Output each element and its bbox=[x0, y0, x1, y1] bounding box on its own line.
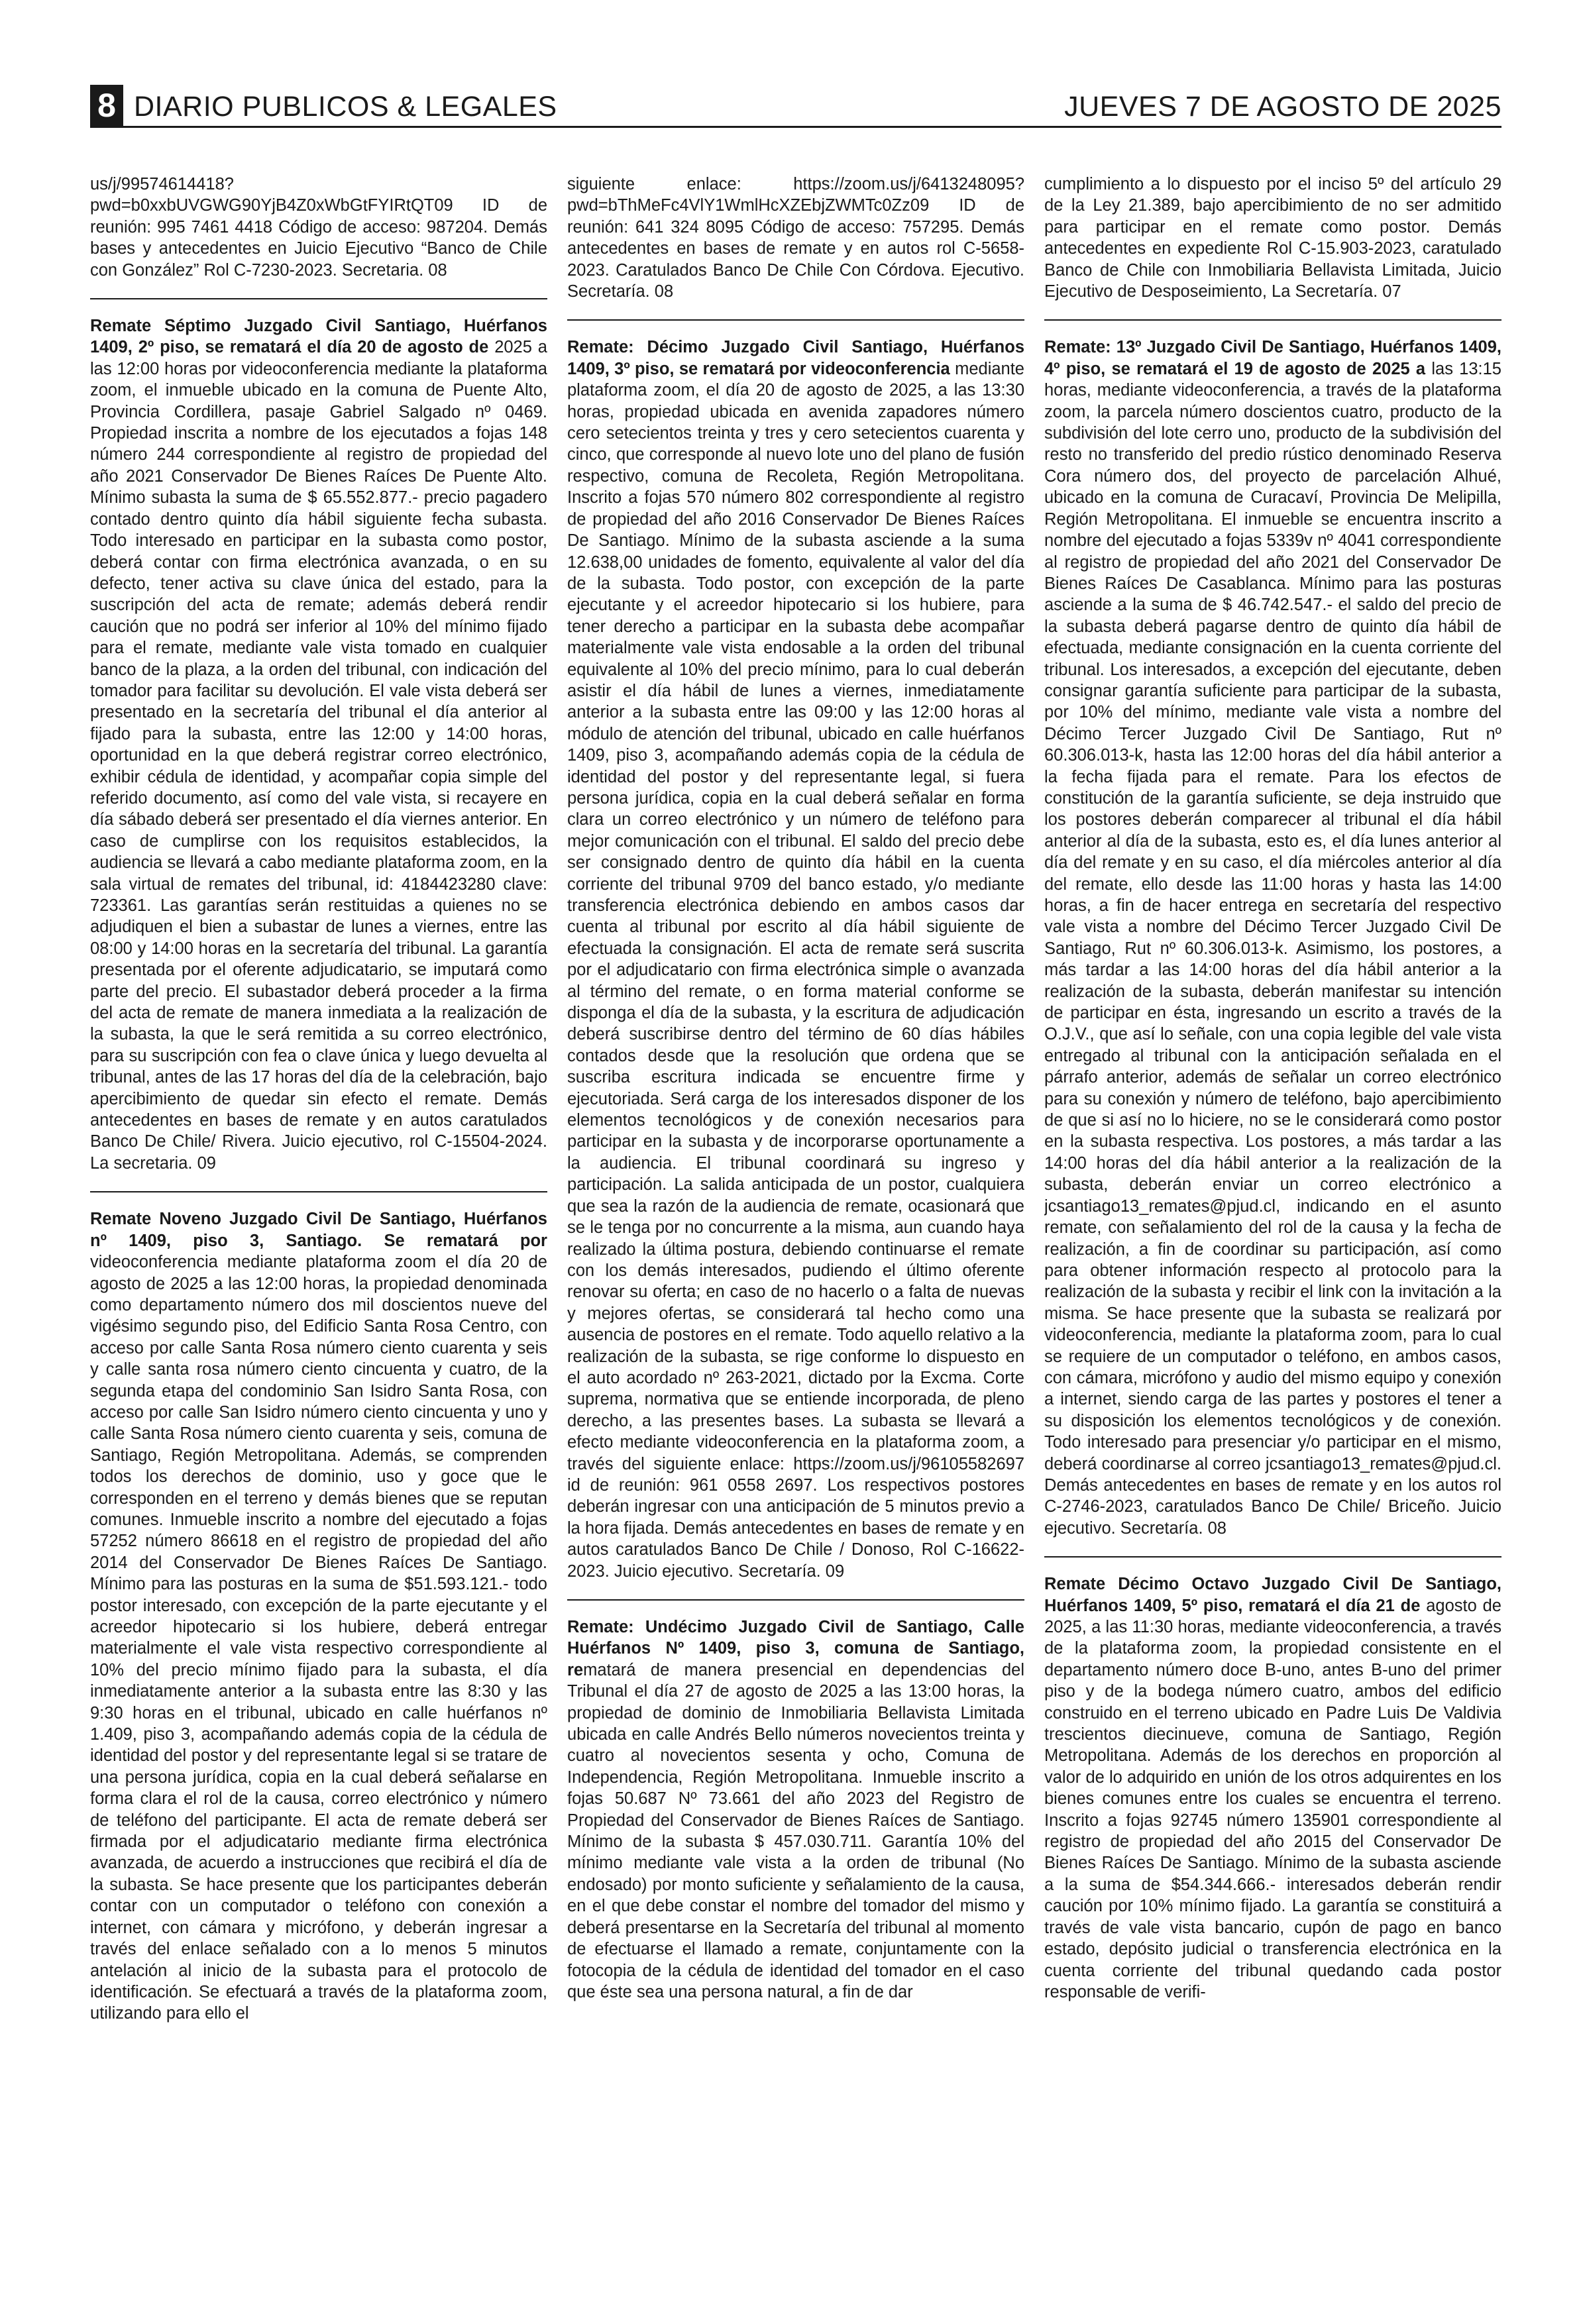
notice-text bbox=[1044, 337, 1501, 1539]
notice-decimo-octavo-juzgado bbox=[1044, 1573, 1501, 2003]
publication-date: JUEVES 7 DE AGOSTO DE 2025 bbox=[1064, 91, 1501, 123]
notice-text bbox=[567, 174, 1024, 302]
notice-text bbox=[1044, 174, 1501, 302]
notice-body: mediante plataforma zoom, el día 20 de agosto de 2025, a las 13:30 horas, propiedad ubicada en avenida zapadores número cero setecientos treinta y tres y cero setecientos cuarenta y cinco, que corresponde al nuevo lote uno del plano de fusión respectivo, comuna de Recoleta, Región Metropolitana. Inscrito a fojas 570 número 802 correspondiente al registro de propiedad del año 2016 Conservador De Bienes Raíces De Santiago. Mínimo de la subasta asciende a la suma 12.638,00 unidades de fomento, equivalente al valor del día de la subasta. Todo postor, con excepción de la parte ejecutante y el acreedor hipotecario si los hubiere, para tener derecho a participar en la subasta debe acompañar materialmente vale vista endosable a la orden del tribunal equivalente al 10% del precio mínimo, para lo cual deberán asistir el día hábil de lunes a viernes, inmediatamente anterior a la subasta entre las 09:00 y las 12:00 horas al módulo de atención del tribunal, ubicado en calle huérfanos 1409, piso 3, acompañando además copia de la cédula de identidad del postor y del representante legal, si fuera persona jurídica, copia en la cual deberá señalar en forma clara un correo electrónico y un número de teléfono para mejor comunicación con el tribunal. El saldo del precio debe ser consignado dentro de quinto día hábil en la cuenta corriente del tribunal 9709 del banco estado, y/o mediante transferencia electrónica debiendo en ambos casos dar cuenta al tribunal por escrito al día hábil siguiente de efectuada la consignación. El acta de remate será suscrita por el adjudicatario con firma electrónica simple o avanzada al término del remate, o en forma material conforme se disponga el día de la subasta, y la escritura de adjudicación deberá suscribirse dentro del término de 60 días hábiles contados desde que la resolución que ordena que se suscriba escritura indicada se encuentre firme y ejecutoriada. Será carga de los interesados disponer de los elementos tecnológicos y de conexión necesarios para participar en la subasta y de incorporarse oportunamente a la audiencia. El tribunal coordinará su ingreso y participación. La salida anticipada de un postor, cualquiera que sea la razón de la audiencia de remate, ocasionará que se le tenga por no concurrente a la misma, aun cuando haya realizado la última postura, debiendo continuarse el remate con los demás interesados, pudiendo el último oferente renovar su oferta; en caso de no hacerlo o a falta de nuevas y mejores ofertas, se considerará tal hecho como una ausencia de postores en el remate. Todo aquello relativo a la realización de la subasta, se rige conforme lo dispuesto en el auto acordado nº 263-2021, dictado por la Excma. Corte suprema, normativa que se entiende incorporada, de pleno derecho, a las presentes bases. La subasta se llevará a efecto mediante videoconferencia en la plataforma zoom, a través del siguiente enlace: https://zoom.us/j/96105582697 id de reunión: 961 0558 2697. Los respectivos postores deberán ingresar con una anticipación de 5 minutos previo a la hora fijada. Demás antecedentes en bases de remate y en autos caratulados Banco De Chile / Donoso, Rol C-16622-2023. Juicio ejecutivo. Secretaría. 09 bbox=[567, 359, 1024, 1581]
notice-decimo-juzgado bbox=[567, 337, 1024, 1582]
notice-text bbox=[90, 315, 547, 1174]
columns bbox=[90, 174, 1501, 2294]
notice-13-juzgado bbox=[1044, 337, 1501, 1539]
notice-text bbox=[90, 174, 547, 281]
notice-body: matará de manera presencial en dependencias del Tribunal el día 27 de agosto de 2025 a las 13:00 horas, la propiedad de dominio de Inmobiliaria Bellavista Limitada ubicada en calle Andrés Bello números novecientos treinta y cuatro al novecientos sesenta y ocho, Comuna de Independencia, Región Metropolitana. Inmueble inscrito a fojas 50.687 Nº 73.661 del año 2023 del Registro de Propiedad del Conservador de Bienes Raíces de Santiago. Mínimo de la subasta $ 457.030.711. Garantía 10% del mínimo mediante vale vista a la orden de tribunal (No endosado) por monto suficiente y señalamiento de la causa, en el que debe constar el nombre del tomador del mismo y deberá presentarse en la Secretaría del tribunal al momento de efectuarse el llamado a remate, conjuntamente con la fotocopia de la cédula de identidad del tomador en el caso que éste sea una persona natural, a fin de dar bbox=[567, 1660, 1024, 2001]
notice-body: 2025 a las 12:00 horas por videoconferencia mediante la plataforma zoom, el inmueble ubicado en la comuna de Puente Alto, Provincia Cordillera, pasaje Gabriel Salgado nº 0469. Propiedad inscrita a nombre de los ejecutados a fojas 148 número 244 correspondiente al registro de propiedad del año 2021 Conservador De Bienes Raíces De Puente Alto. Mínimo subasta la suma de $ 65.552.877.- precio pagadero contado dentro quinto día hábil siguiente fecha subasta. Todo interesado en participar en la subasta como postor, deberá contar con firma electrónica avanzada, o en su defecto, tener activa su clave única del estado, para la suscripción del acta de remate; además deberá rendir caución que no podrá ser inferior al 10% del mínimo fijado para el remate, mediante vale vista tomado en cualquier banco de la plaza, a la orden del tribunal, con indicación del tomador para facilitar su devolución. El vale vista deberá ser presentado en la secretaría del tribunal el día anterior al fijado para la subasta, entre las 12:00 y 14:00 horas, oportunidad en la que deberá registrar correo electrónico, exhibir cédula de identidad, y acompañar copia simple del referido documento, así como del vale vista, si recayere en día sábado deberá ser presentado el día viernes anterior. En caso de cumplirse con los requisitos establecidos, la audiencia se llevará a cabo mediante plataforma zoom, en la sala virtual de remates del tribunal, id: 4184423280 clave: 723361. Las garantías serán restituidas a quienes no se adjudiquen el bien a subastar de lunes a viernes, entre las 08:00 y 14:00 horas en la secretaría del tribunal. La garantía presentada por el oferente adjudicatario, se imputará como parte del precio. El subastador deberá proceder a la firma del acta de remate de manera inmediata a la realización de la subasta, la que le será remitida a su correo electrónico, para su suscripción con fea o clave única y luego devuelta al tribunal, antes de las 17 horas del día de la celebración, bajo apercibimiento de quedar sin efecto el remate. Demás antecedentes en bases de remate y en autos caratulados Banco De Chile/ Rivera. Juicio ejecutivo, rol C-15504-2024. La secretaria. 09 bbox=[90, 338, 547, 1173]
notice-divider bbox=[1044, 319, 1501, 321]
notice-divider bbox=[90, 1191, 547, 1192]
notice-divider bbox=[567, 1599, 1024, 1601]
notice-lead: Remate: Undécimo Juzgado Civil de Santiago, Calle Huérfanos Nº 1409, piso 3, comuna de Santiago, re bbox=[567, 1618, 1024, 1679]
notice-undecimo-juzgado bbox=[567, 1616, 1024, 2003]
page-number: 8 bbox=[90, 85, 123, 126]
notice-lead: Remate Décimo Octavo Juzgado Civil De Santiago, Huérfanos 1409, 5º piso, rematará el día 21 de bbox=[1044, 1575, 1501, 1615]
notice-text bbox=[567, 1616, 1024, 2003]
notice-text bbox=[90, 1208, 547, 2024]
notice-lead: Remate: 13º Juzgado Civil De Santiago, Huérfanos 1409, 4º piso, se rematará el 19 de agosto de 2025 a bbox=[1044, 338, 1501, 378]
publication-name: DIARIO PUBLICOS & LEGALES bbox=[134, 91, 557, 123]
notice-body: us/j/99574614418?pwd=b0xxbUVGWG90YjB4Z0xWbGtFYIRtQT09 ID de reunión: 995 7461 4418 Código de acceso: 987204. Demás bases y antecedentes en Juicio Ejecutivo “Banco de Chile con González” Rol C-7230-2023. Secretaria. 08 bbox=[90, 175, 547, 280]
column-2 bbox=[567, 174, 1024, 2294]
notice-body: videoconferencia mediante plataforma zoom el día 20 de agosto de 2025 a las 12:00 horas, la propiedad denominada como departamento número dos mil doscientos nueve del vigésimo segundo piso, del Edificio Santa Rosa Centro, con acceso por calle Santa Rosa número ciento cuarenta y seis y calle santa rosa número ciento cincuenta y cuatro, de la segunda etapa del condominio San Isidro Santa Rosa, con acceso por calle San Isidro número ciento cincuenta y uno y calle Santa Rosa número ciento cuarenta y seis, comuna de Santiago, Región Metropolitana. Además, se comprenden todos los derechos de dominio, uso y goce que le corresponden en el terreno y demás bienes que se reputan comunes. Inmueble inscrito a nombre del ejecutado a fojas 57252 número 86618 en el registro de propiedad del año 2014 del Conservador De Bienes Raíces De Santiago. Mínimo para las posturas en la suma de $51.593.121.- todo postor interesado, con excepción de la parte ejecutante y el acreedor hipotecario si los hubiere, deberá entregar materialmente el vale vista respectivo correspondiente al 10% del precio mínimo fijado para la subasta, el día inmediatamente anterior a la subasta entre las 8:30 y las 9:30 horas en el tribunal, ubicado en calle huérfanos nº 1.409, piso 3, acompañando además copia de la cédula de identidad del postor y del representante legal si se tratare de una persona jurídica, copia en la cual deberá señalarse en forma clara el rol de la causa, correo electrónico y número de teléfono del participante. El acta de remate deberá ser firmada por el adjudicatario mediante firma electrónica avanzada, de acuerdo a instrucciones que recibirá el día de la subasta. Se hace presente que los participantes deberán contar con un computador o teléfono con conexión a internet, con cámara y micrófono, y deberán ingresar a través del enlace señalado con a lo menos 5 minutos antelación al inicio de la subasta para el protocolo de identificación. Se efectuará a través de la plataforma zoom, utilizando para ello el bbox=[90, 1253, 547, 2023]
notice-body: siguiente enlace: https://zoom.us/j/6413248095?pwd=bThMeFc4VlY1WmlHcXZEbjZWMTc0Zz09 ID de reunión: 641 324 8095 Código de acceso: 757295. Demás antecedentes en bases de remate y en autos rol C-5658-2023. Caratulados Banco De Chile Con Córdova. Ejecutivo. Secretaría. 08 bbox=[567, 175, 1024, 301]
notice-text bbox=[567, 337, 1024, 1582]
notice-divider bbox=[1044, 1556, 1501, 1558]
notice-body: cumplimiento a lo dispuesto por el inciso 5º del artículo 29 de la Ley 21.389, bajo apercibimiento de no ser admitido para participar en el remate como postor. Demás antecedentes en expediente Rol C-15.903-2023, caratulado Banco de Chile con Inmobiliaria Bellavista Limitada, Juicio Ejecutivo de Desposeimiento, La Secretaría. 07 bbox=[1044, 175, 1501, 301]
notice-lead: Remate Séptimo Juzgado Civil Santiago, Huérfanos 1409, 2º piso, se rematará el día 20 de agosto de bbox=[90, 317, 547, 357]
column-3 bbox=[1044, 174, 1501, 2294]
notice-septimo-juzgado bbox=[90, 315, 547, 1174]
notice-lead: Remate Noveno Juzgado Civil De Santiago, Huérfanos nº 1409, piso 3, Santiago. Se rematará por bbox=[90, 1210, 547, 1250]
notice-divider bbox=[567, 319, 1024, 321]
notice-lead: Remate: Décimo Juzgado Civil Santiago, Huérfanos 1409, 3º piso, se rematará por videoconferencia bbox=[567, 338, 1024, 378]
notice-noveno-juzgado bbox=[90, 1208, 547, 2024]
page-header bbox=[90, 85, 1501, 128]
notice-continuation bbox=[90, 174, 547, 281]
notice-divider bbox=[90, 298, 547, 299]
notice-body: las 13:15 horas, mediante videoconferencia, a través de la plataforma zoom, la parcela número doscientos cuatro, producto de la subdivisión del lote cerro uno, producto de la subdivisión del resto no transferido del predio rústico denominado Reserva Cora número dos, del proyecto de parcelación Alhué, ubicado en la comuna de Curacaví, Provincia De Melipilla, Región Metropolitana. El inmueble se encuentra inscrito a nombre del ejecutado a fojas 5339v nº 4041 correspondiente al registro de propiedad del año 2021 del Conservador De Bienes Raíces De Casablanca. Mínimo para las posturas asciende a la suma de $ 46.742.547.- el saldo del precio de la subasta deberá pagarse dentro de quinto día hábil de efectuada, mediante consignación en la cuenta corriente del tribunal. Los interesados, a excepción del ejecutante, deben consignar garantía suficiente para participar de la subasta, por 10% del mínimo, mediante vale vista a nombre del Décimo Tercer Juzgado Civil De Santiago, Rut nº 60.306.013-k, hasta las 12:00 horas del día hábil anterior a la fecha fijada para el remate. Para los efectos de constitución de la garantía suficiente, se deja instruido que los postores deberán comparecer al tribunal el día hábil anterior al día de la subasta, esto es, el día lunes anterior al día del remate y en su caso, el día miércoles anterior al día del remate, ello desde las 11:00 horas y hasta las 14:00 horas, a fin de hacer entrega en secretaría del respectivo vale vista a nombre del Décimo Tercer Juzgado Civil De Santiago, Rut nº 60.306.013-k. Asimismo, los postores, a más tardar a las 14:00 horas del día hábil anterior a la realización de la subasta, deberán manifestar su intención de participar en ésta, ingresando un escrito a través de la O.J.V., que así lo señale, con una copia legible del vale vista entregado al tribunal con la anticipación señalada en el párrafo anterior, además de señalar un correo electrónico para su conexión y número de teléfono, bajo apercibimiento de que si así no lo hiciere, no se le considerará como postor en la subasta respectiva. Los postores, a más tardar a las 14:00 horas del día hábil anterior a la realización de la subasta, deberán enviar un correo electrónico a jcsantiago13_remates@pjud.cl, indicando en el asunto remate, con señalamiento del rol de la causa y la fecha de realización, a fin de coordinar su participación, así como para obtener información respecto al protocolo para la realización de la subasta y recibir el link con la invitación a la misma. Se hace presente que la subasta se realizará por videoconferencia, mediante la plataforma zoom, para lo cual se requiere de un computador o teléfono, en ambos casos, con cámara, micrófono y audio del mismo equipo y conexión a internet, siendo carga de las partes y postores el tener a su disposición los elementos tecnológicos y de conexión. Todo interesado para presenciar y/o participar en el mismo, deberá coordinarse al correo jcsantiago13_remates@pjud.cl. Demás antecedentes en bases de remate y en los autos rol C-2746-2023, caratulados Banco De Chile/ Briceño. Juicio ejecutivo. Secretaría. 08 bbox=[1044, 359, 1501, 1538]
column-1 bbox=[90, 174, 547, 2294]
notice-text bbox=[1044, 1573, 1501, 2003]
notice-continuation bbox=[567, 174, 1024, 302]
notice-continuation bbox=[1044, 174, 1501, 302]
notice-body: agosto de 2025, a las 11:30 horas, mediante videoconferencia, a través de la plataforma zoom, la propiedad consistente en el departamento número doce B-uno, antes B-uno del primer piso y de la bodega número cuatro, ambos del edificio construido en el terreno ubicado en Padre Luis De Valdivia trescientos diecinueve, comuna de Santiago, Región Metropolitana. Además de los derechos en proporción al valor de lo adquirido en unión de los otros adquirentes en los bienes comunes entre los cuales se encuentra el terreno. Inscrito a fojas 92745 número 135901 correspondiente al registro de propiedad del año 2015 del Conservador De Bienes Raíces De Santiago. Mínimo de la subasta asciende a la suma de $54.344.666.- interesados deberán rendir caución por 10% mínimo fijado. La garantía se constituirá a través de vale vista bancario, cupón de pago en banco estado, depósito judicial o transferencia electrónica en la cuenta corriente del tribunal quedando cada postor responsable de verifi- bbox=[1044, 1596, 1501, 2001]
